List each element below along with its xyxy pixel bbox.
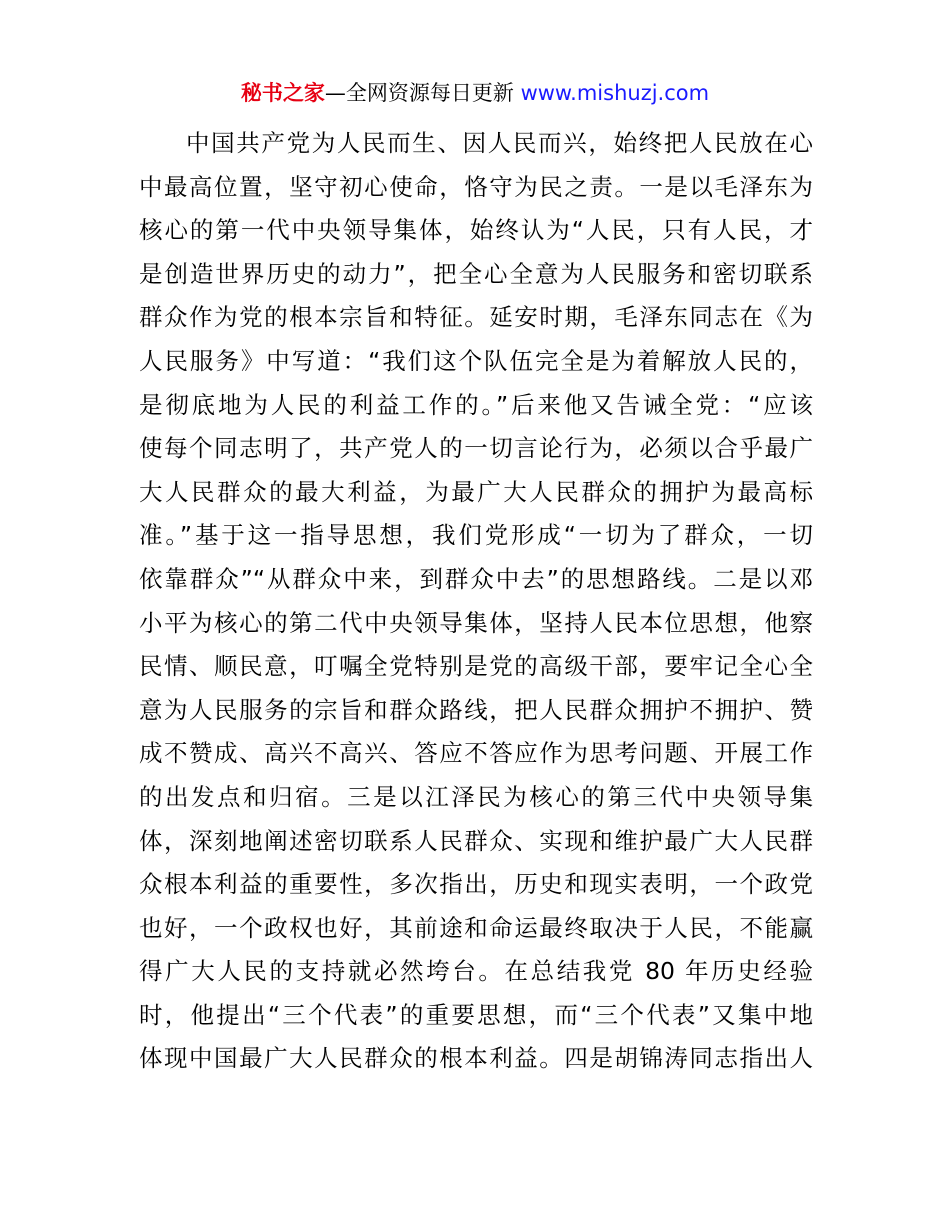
text-line: 时，他提出“三个代表”的重要思想，而“三个代表”又集中地 — [139, 1000, 813, 1029]
text-line: 使每个同志明了，共产党人的一切言论行为，必须以合乎最广 — [139, 434, 813, 463]
text-line: 人民服务》中写道：“我们这个队伍完全是为着解放人民的， — [139, 346, 813, 375]
text-line: 核心的第一代中央领导集体，始终认为“人民，只有人民，才 — [139, 216, 813, 245]
text-line: 群众作为党的根本宗旨和特征。延安时期，毛泽东同志在《为 — [139, 303, 813, 332]
text-line: 意为人民服务的宗旨和群众路线，把人民群众拥护不拥护、赞 — [139, 695, 813, 724]
header-brand: 秘书之家 — [240, 81, 325, 105]
text-line: 成不赞成、高兴不高兴、答应不答应作为思考问题、开展工作 — [139, 739, 813, 768]
header-tagline: —全网资源每日更新 — [324, 81, 521, 105]
text-line: 众根本利益的重要性，多次指出，历史和现实表明，一个政党 — [139, 870, 813, 899]
text-line: 是创造世界历史的动力”，把全心全意为人民服务和密切联系 — [139, 259, 813, 288]
text-line: 民情、顺民意，叮嘱全党特别是党的高级干部，要牢记全心全 — [139, 652, 813, 681]
text-line: 大人民群众的最大利益，为最广大人民群众的拥护为最高标 — [139, 477, 813, 506]
body-paragraph — [139, 122, 813, 1081]
text-line: 是彻底地为人民的利益工作的。”后来他又告诫全党：“应该 — [139, 390, 813, 419]
text-line: 中最高位置，坚守初心使命，恪守为民之责。一是以毛泽东为 — [139, 172, 813, 201]
text-line: 小平为核心的第二代中央领导集体，坚持人民本位思想，他察 — [139, 608, 813, 637]
text-line: 的出发点和归宿。三是以江泽民为核心的第三代中央领导集 — [139, 782, 813, 811]
text-line: 也好，一个政权也好，其前途和命运最终取决于人民，不能赢 — [139, 913, 813, 942]
text-line: 中国共产党为人民而生、因人民而兴，始终把人民放在心 — [186, 129, 813, 157]
text-line: 准。”基于这一指导思想，我们党形成“一切为了群众，一切 — [139, 521, 813, 550]
text-line: 依靠群众”“从群众中来，到群众中去”的思想路线。二是以邓 — [139, 564, 813, 593]
page-header — [0, 76, 950, 110]
text-line: 体现中国最广大人民群众的根本利益。四是胡锦涛同志指出人 — [139, 1044, 813, 1073]
text-line: 得广大人民的支持就必然垮台。在总结我党 80 年历史经验 — [139, 957, 813, 986]
text-line: 体，深刻地阐述密切联系人民群众、实现和维护最广大人民群 — [139, 826, 813, 855]
header-url-link[interactable]: www.mishuzj.com — [520, 81, 710, 105]
